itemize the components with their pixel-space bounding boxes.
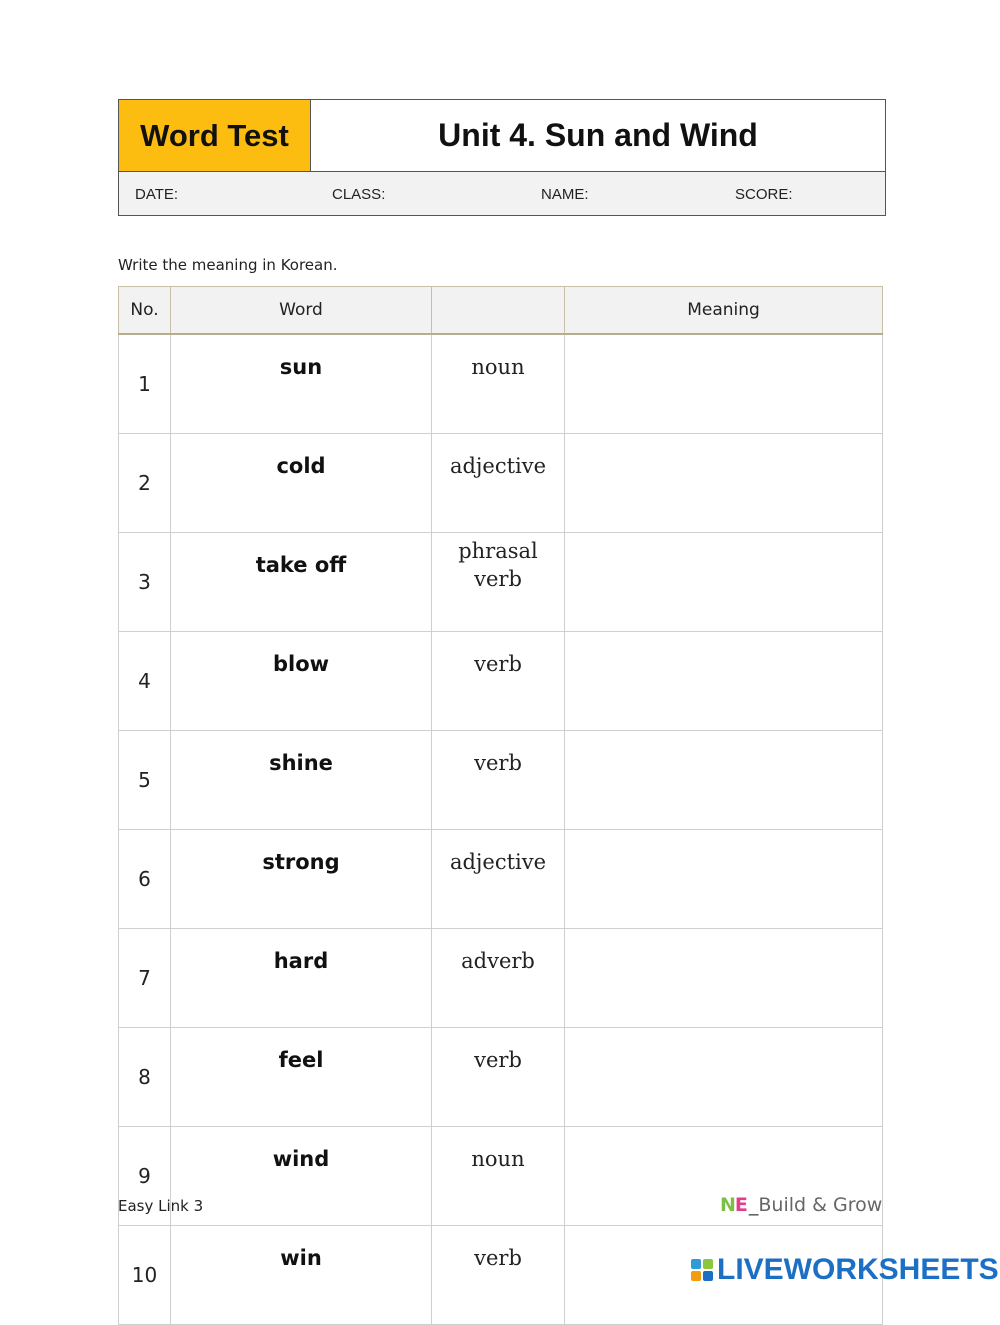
- row-part-of-speech: adverb: [432, 929, 565, 1028]
- row-number: 8: [119, 1028, 171, 1127]
- test-header: [118, 99, 886, 216]
- table-row: [119, 830, 883, 929]
- row-part-of-speech: verb: [432, 632, 565, 731]
- row-number: 6: [119, 830, 171, 929]
- header-pos: [432, 287, 565, 335]
- row-number: 1: [119, 334, 171, 434]
- row-word: feel: [171, 1028, 432, 1127]
- table-row: [119, 632, 883, 731]
- row-part-of-speech: verb: [432, 1028, 565, 1127]
- book-name: Easy Link 3: [118, 1197, 204, 1215]
- word-table: [118, 286, 883, 1325]
- row-part-of-speech: adjective: [432, 434, 565, 533]
- liveworksheets-wordmark: LIVEWORKSHEETS: [717, 1253, 999, 1286]
- table-row: [119, 434, 883, 533]
- brand-separator: _: [748, 1194, 759, 1216]
- score-label: SCORE:: [735, 186, 793, 203]
- table-row: [119, 929, 883, 1028]
- header-no: No.: [119, 287, 171, 335]
- name-label: NAME:: [541, 186, 589, 203]
- student-info-bar: [119, 171, 885, 215]
- row-number: 3: [119, 533, 171, 632]
- meaning-answer-field[interactable]: [565, 731, 883, 830]
- meaning-answer-field[interactable]: [565, 929, 883, 1028]
- meaning-answer-field[interactable]: [565, 830, 883, 929]
- row-word: win: [171, 1226, 432, 1325]
- meaning-answer-field[interactable]: [565, 533, 883, 632]
- table-row: [119, 533, 883, 632]
- instruction-text: Write the meaning in Korean.: [118, 256, 338, 274]
- row-number: 10: [119, 1226, 171, 1325]
- row-part-of-speech: verb: [432, 1226, 565, 1325]
- table-header-row: [119, 287, 883, 335]
- row-number: 7: [119, 929, 171, 1028]
- row-word: take off: [171, 533, 432, 632]
- table-row: [119, 731, 883, 830]
- meaning-answer-field[interactable]: [565, 334, 883, 434]
- row-word: sun: [171, 334, 432, 434]
- brand-tagline: Build & Grow: [758, 1194, 883, 1216]
- header-meaning: Meaning: [565, 287, 883, 335]
- row-part-of-speech: adjective: [432, 830, 565, 929]
- word-test-badge: Word Test: [119, 100, 311, 171]
- ne-build-grow-logo: [720, 1192, 882, 1218]
- liveworksheets-tiles-icon: [691, 1259, 713, 1281]
- ne-logo: NE: [720, 1194, 747, 1216]
- liveworksheets-logo: [691, 1252, 999, 1288]
- table-row: [119, 334, 883, 434]
- meaning-answer-field[interactable]: [565, 434, 883, 533]
- class-label: CLASS:: [332, 186, 386, 203]
- meaning-answer-field[interactable]: [565, 1028, 883, 1127]
- unit-title: Unit 4. Sun and Wind: [438, 117, 758, 153]
- row-part-of-speech: verb: [432, 731, 565, 830]
- row-word: strong: [171, 830, 432, 929]
- row-number: 5: [119, 731, 171, 830]
- row-number: 9: [119, 1127, 171, 1226]
- date-label: DATE:: [135, 186, 179, 203]
- header-word: Word: [171, 287, 432, 335]
- row-number: 4: [119, 632, 171, 731]
- row-word: hard: [171, 929, 432, 1028]
- row-part-of-speech: noun: [432, 1127, 565, 1226]
- row-word: cold: [171, 434, 432, 533]
- row-word: shine: [171, 731, 432, 830]
- row-part-of-speech: noun: [432, 334, 565, 434]
- meaning-answer-field[interactable]: [565, 632, 883, 731]
- table-row: [119, 1028, 883, 1127]
- row-word: blow: [171, 632, 432, 731]
- row-number: 2: [119, 434, 171, 533]
- row-word: wind: [171, 1127, 432, 1226]
- row-part-of-speech: phrasal verb: [432, 533, 565, 632]
